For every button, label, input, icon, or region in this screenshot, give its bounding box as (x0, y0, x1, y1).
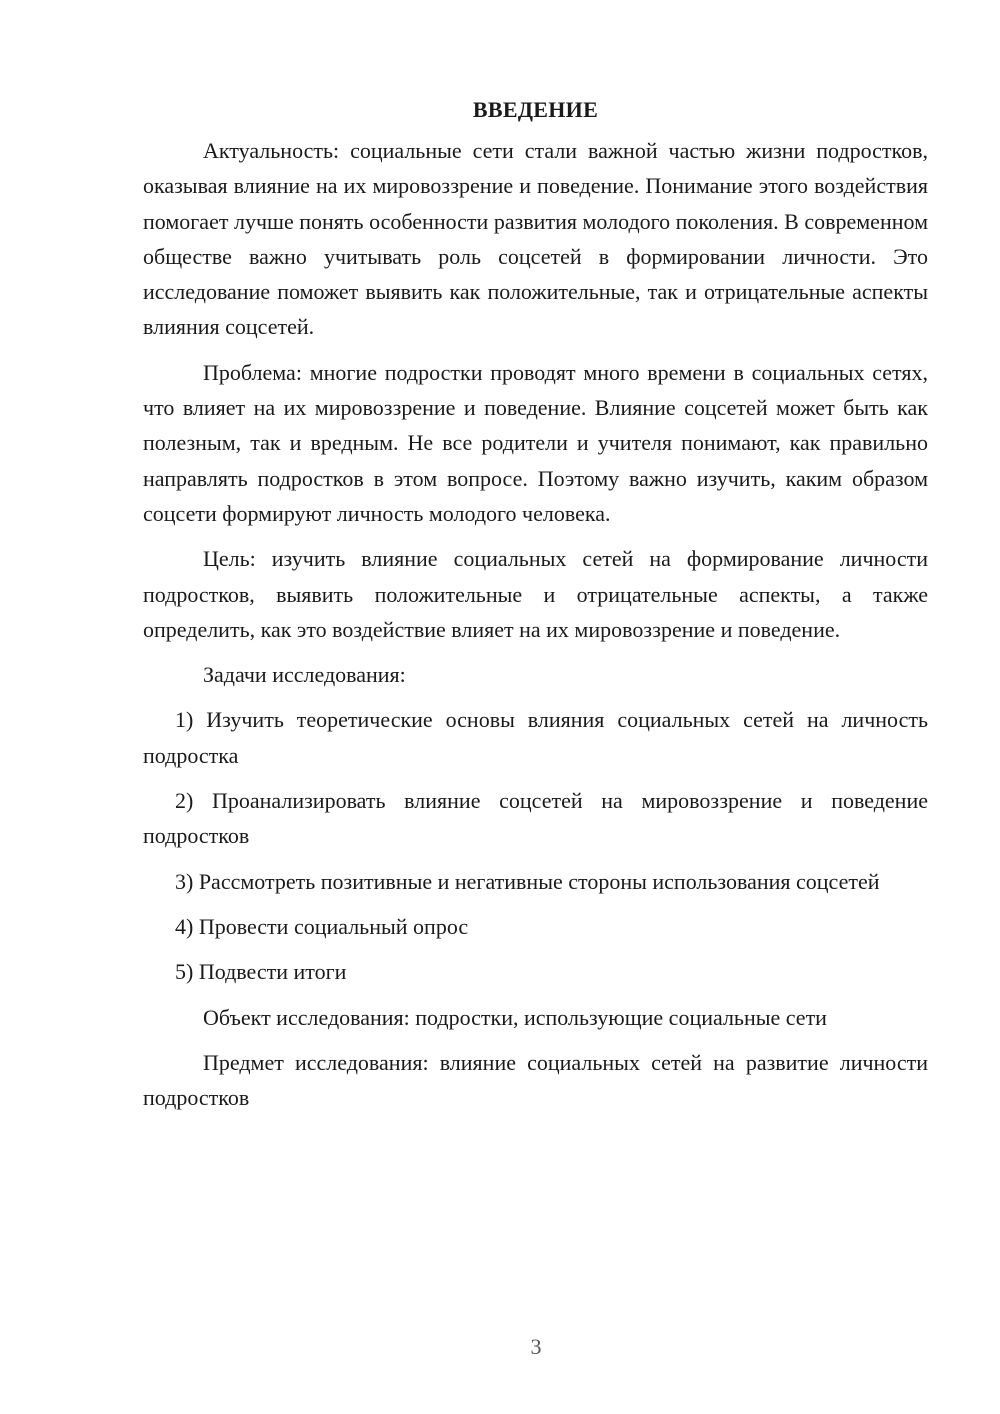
task-item: 4) Провести социальный опрос (175, 913, 469, 939)
page-number: 3 (530, 1334, 542, 1359)
task-item: 5) Подвести итоги (175, 959, 347, 985)
page-content (143, 95, 928, 1125)
tasks-heading: Задачи исследования: (203, 662, 406, 688)
task-item: 3) Рассмотреть позитивные и негативные стороны использования соцсетей (175, 868, 880, 894)
problem-paragraph: Проблема: многие подростки проводят много времени в социальных сетях, что влияет на их мировоззрение и поведение. Влияние соцсетей может быть как полезным, так и вредным. Не все родители и учителя понимают, как правильно направлять подростков в этом вопросе. Поэтому важно изучить, каким образом соцсети формируют личность молодого человека. (143, 359, 928, 526)
task-item: 1) Изучить теоретические основы влияния социальных сетей на личность подростка (143, 707, 928, 768)
subject-paragraph: Предмет исследования: влияние социальных сетей на развитие личности подростков (143, 1049, 928, 1111)
page-title: ВВЕДЕНИЕ (472, 97, 599, 122)
relevance-paragraph: Актуальность: социальные сети стали важной частью жизни подростков, оказывая влияние на их мировоззрение и поведение. Понимание этого воздействия помогает лучше понять особенности развития молодого поколения. В современном обществе важно учитывать роль соцсетей в формировании личности. Это исследование поможет выявить как положительные, так и отрицательные аспекты влияния соцсетей. (143, 138, 928, 340)
goal-paragraph: Цель: изучить влияние социальных сетей на формирование личности подростков, выявить положительные и отрицательные аспекты, а также определить, как это воздействие влияет на их мировоззрение и поведение. (143, 546, 928, 642)
task-item: 2) Проанализировать влияние соцсетей на мировоззрение и поведение подростков (143, 788, 928, 849)
object-paragraph: Объект исследования: подростки, использующие социальные сети (203, 1004, 827, 1030)
